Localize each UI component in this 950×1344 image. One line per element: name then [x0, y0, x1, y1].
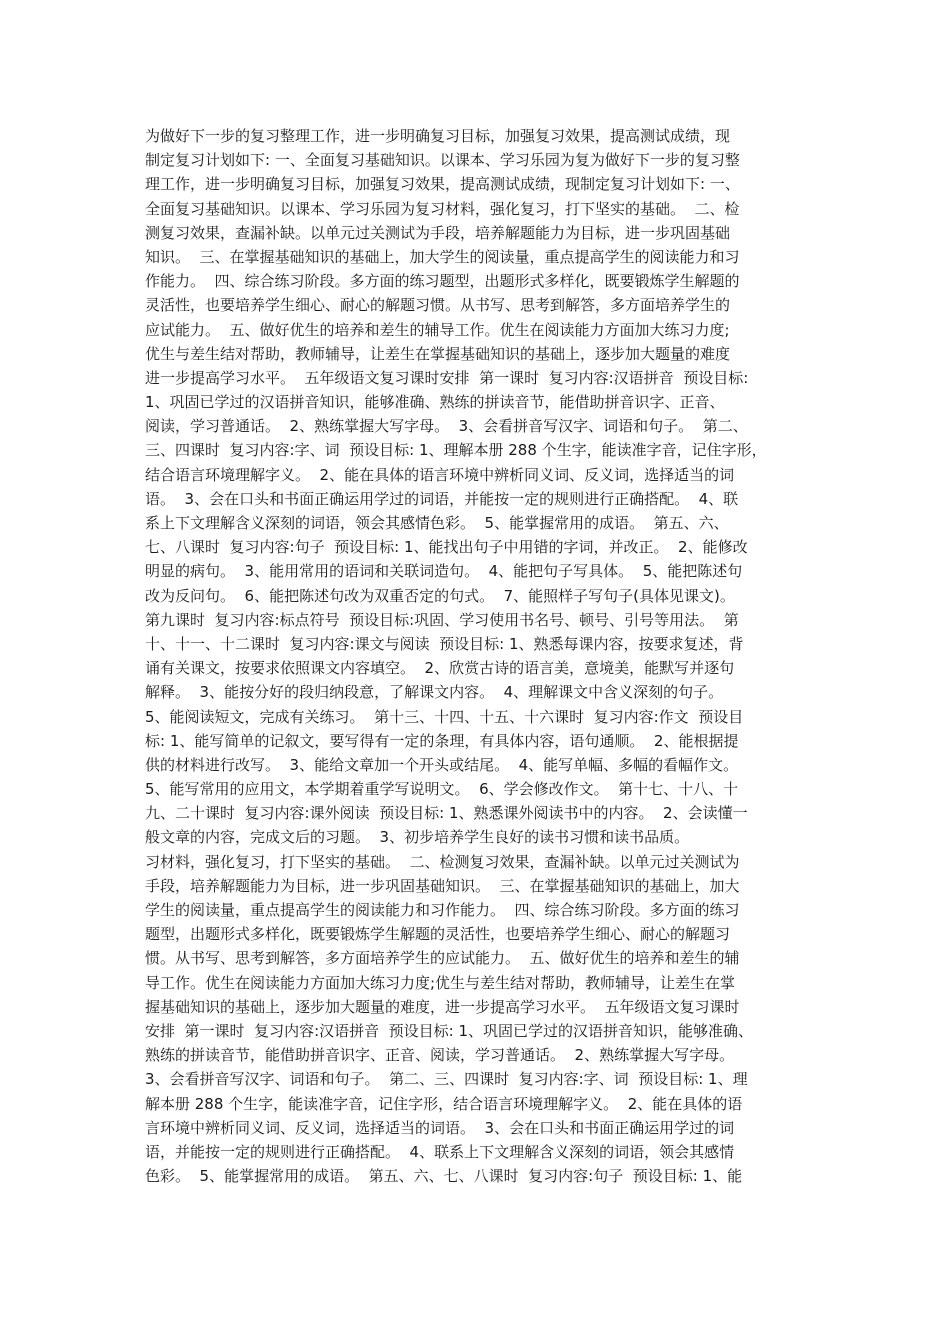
text-line: 手段，培养解题能力为目标，进一步巩固基础知识。 三、在掌握基础知识的基础上，加大	[145, 876, 740, 895]
text-line: 制定复习计划如下: 一、全面复习基础知识。以课本、学习乐园为复为做好下一步的复习整	[145, 151, 740, 170]
text-line: 学生的阅读量，重点提高学生的阅读能力和习作能力。 四、综合练习阶段。多方面的练习	[145, 901, 740, 919]
text-line: 九、二十课时 复习内容:课外阅读 预设目标: 1、熟悉课外阅读书中的内容。 2、会读懂一	[145, 804, 748, 823]
text-line: 三、四课时 复习内容:字、词 预设目标: 1、理解本册 288 个生字，能读准字音，记住字形，	[145, 441, 767, 460]
text-line: 灵活性，也要培养学生细心、耐心的解题习惯。从书写、思考到解答，多方面培养学生的	[145, 296, 731, 315]
text-line: 导工作。优生在阅读能力方面加大练习力度;优生与差生结对帮助，教师辅导，让差生在掌	[145, 973, 736, 992]
text-line: 安排 第一课时 复习内容:汉语拼音 预设目标: 1、巩固已学过的汉语拼音知识，能够准确、	[145, 1021, 754, 1040]
text-line: 优生与差生结对帮助，教师辅导，让差生在掌握基础知识的基础上，逐步加大题量的难度	[145, 344, 731, 363]
text-line: 进一步提高学习水平。 五年级语文复习课时安排 第一课时 复习内容:汉语拼音 预设目标:	[145, 368, 749, 387]
text-line: 5、能阅读短文，完成有关练习。 第十三、十四、十五、十六课时 复习内容:作文 预设目	[145, 707, 744, 726]
text-line: 十、十一、十二课时 复习内容:课文与阅读 预设目标: 1、熟悉每课内容，按要求复述，背	[145, 634, 744, 653]
text-line: 习材料，强化复习，打下坚实的基础。 二、检测复习效果，查漏补缺。以单元过关测试为	[145, 852, 740, 871]
text-line: 测复习效果，查漏补缺。以单元过关测试为手段，培养解题能力为目标，进一步巩固基础	[145, 223, 731, 242]
text-line: 1、巩固已学过的汉语拼音知识，能够准确、熟练的拼读音节，能借助拼音识字、正音、	[145, 393, 725, 412]
text-line: 系上下文理解含义深刻的词语，领会其感情色彩。 5、能掌握常用的成语。 第五、六、	[145, 514, 729, 532]
text-line: 第九课时 复习内容:标点符号 预设目标:巩固、学习使用书名号、顿号、引号等用法。 第	[145, 610, 739, 629]
text-line: 结合语言环境理解字义。 2、能在具体的语言环境中辨析同义词、反义词，选择适当的词	[145, 465, 735, 484]
text-line: 标: 1、能写简单的记叙文，要写得有一定的条理，有具体内容，语句通顺。 2、能根据提	[145, 731, 739, 750]
text-line: 改为反问句。 6、能把陈述句改为双重否定的句式。 7、能照样子写句子(具体见课文)。	[145, 586, 735, 605]
text-line: 语，并能按一定的规则进行正确搭配。 4、联系上下文理解含义深刻的词语，领会其感情	[145, 1142, 735, 1161]
text-line: 理工作，进一步明确复习目标，加强复习效果，提高测试成绩，现制定复习计划如下: 一、	[145, 175, 740, 194]
text-line: 般文章的内容，完成文后的习题。 3、初步培养学生良好的读书习惯和读书品质。	[145, 828, 690, 847]
text-line: 为做好下一步的复习整理工作，进一步明确复习目标，加强复习效果，提高测试成绩，现	[145, 127, 731, 145]
text-line: 握基础知识的基础上，逐步加大题量的难度，进一步提高学习水平。 五年级语文复习课时	[145, 997, 740, 1016]
text-line: 明显的病句。 3、能用常用的语词和关联词造句。 4、能把句子写具体。 5、能把陈述句	[145, 562, 743, 581]
text-line: 作能力。 四、综合练习阶段。多方面的练习题型，出题形式多样化，既要锻炼学生解题的	[145, 272, 740, 291]
text-line: 色彩。 5、能掌握常用的成语。 第五、六、七、八课时 复习内容:句子 预设目标: 1、能	[145, 1167, 743, 1186]
text-line: 七、八课时 复习内容:句子 预设目标: 1、能找出句子中用错的字词，并改正。 2、能修改	[145, 538, 748, 557]
text-line: 5、能写常用的应用文，本学期着重学写说明文。 6、学会修改作文。 第十七、十八、十	[145, 780, 739, 799]
text-line: 熟练的拼读音节，能借助拼音识字、正音、阅读，学习普通话。 2、熟练掌握大写字母。	[145, 1046, 735, 1065]
text-line: 应试能力。 五、做好优生的培养和差生的辅导工作。优生在阅读能力方面加大练习力度;	[145, 320, 730, 339]
text-line: 惯。从书写、思考到解答，多方面培养学生的应试能力。 五、做好优生的培养和差生的辅	[145, 949, 740, 968]
text-line: 知识。 三、在掌握基础知识的基础上，加大学生的阅读量，重点提高学生的阅读能力和习	[145, 247, 740, 266]
text-line: 解本册 288 个生字，能读准字音，记住字形，结合语言环境理解字义。 2、能在具体的语	[145, 1094, 743, 1113]
text-line: 诵有关课文，按要求依照课文内容填空。 2、欣赏古诗的语言美，意境美，能默写并逐句	[145, 659, 735, 678]
text-line: 题型，出题形式多样化，既要锻炼学生解题的灵活性，也要培养学生细心、耐心的解题习	[145, 925, 731, 944]
text-line: 全面复习基础知识。以课本、学习乐园为复习材料，强化复习，打下坚实的基础。 二、检	[145, 199, 740, 218]
text-line: 阅读，学习普通话。 2、熟练掌握大写字母。 3、会看拼音写汉字、词语和句子。 第二、	[145, 417, 748, 436]
text-line: 3、会看拼音写汉字、词语和句子。 第二、三、四课时 复习内容:字、词 预设目标: 1、理	[145, 1070, 748, 1089]
text-line: 言环境中辨析同义词、反义词，选择适当的词语。 3、会在口头和书面正确运用学过的词	[145, 1118, 735, 1137]
document-body	[145, 124, 810, 1188]
text-line: 语。 3、会在口头和书面正确运用学过的词语，并能按一定的规则进行正确搭配。 4、联	[145, 489, 739, 508]
text-line: 供的材料进行改写。 3、能给文章加一个开头或结尾。 4、能写单幅、多幅的看幅作文。	[145, 755, 739, 774]
text-line: 解释。 3、能按分好的段归纳段意，了解课文内容。 4、理解课文中含义深刻的句子。	[145, 683, 724, 702]
